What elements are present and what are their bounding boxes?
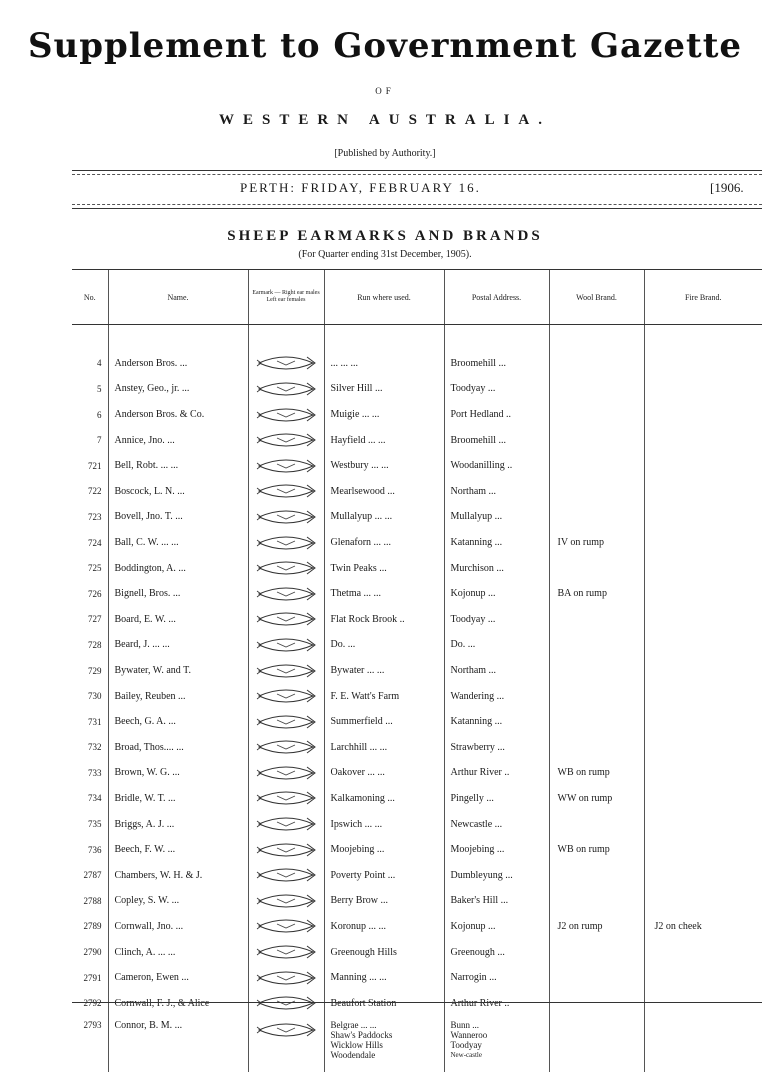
row-address: Northam ... [444,479,549,505]
row-address: Wandering ... [444,683,549,709]
row-fire-brand [644,427,762,453]
earmark-diagram-icon [255,405,317,425]
row-earmark [248,811,324,837]
row-wool-brand: J2 on rump [549,914,644,940]
row-wool-brand [549,427,644,453]
row-name: Briggs, A. J. ... [108,811,248,837]
row-run: Bywater ... ... [324,658,444,684]
table-row [72,862,762,888]
earmark-diagram-icon [255,968,317,988]
section-title: SHEEP EARMARKS AND BRANDS [227,228,543,244]
row-name: Ball, C. W. ... ... [108,530,248,556]
col-header-address: Postal Address. [444,270,549,325]
row-run: Flat Rock Brook .. [324,607,444,633]
earmark-diagram-icon [255,635,317,655]
row-run: Mullalyup ... ... [324,504,444,530]
row-wool-brand [549,658,644,684]
table-row [72,939,762,965]
row-number: 732 [88,742,102,753]
earmarks-table [72,269,762,1072]
row-earmark [248,786,324,812]
row-run: Beaufort Station [324,990,444,1016]
row-wool-brand [549,504,644,530]
row-run: ... ... ... [324,351,444,377]
row-name: Anderson Bros. & Co. [108,402,248,428]
row-run: Koronup ... ... [324,914,444,940]
row-earmark [248,939,324,965]
row-number: 730 [88,691,102,702]
row-address: Pingelly ... [444,786,549,812]
table-row [72,914,762,940]
table-row [72,811,762,837]
gazette-title: Supplement to Government Gazette [27,26,743,66]
row-run: Thetma ... ... [324,581,444,607]
table-row [72,965,762,991]
row-fire-brand [644,760,762,786]
row-number: 726 [88,588,102,599]
row-earmark [248,530,324,556]
row-address: Woodanilling .. [444,453,549,479]
row-address: Do. ... [444,632,549,658]
row-number: 724 [88,537,102,548]
section-subtitle: (For Quarter ending 31st December, 1905). [298,249,472,260]
table-row [72,760,762,786]
row-earmark [248,1016,324,1072]
table-row [72,376,762,402]
row-name: Bywater, W. and T. [108,658,248,684]
earmark-diagram-icon [255,481,317,501]
row-number: 6 [97,409,102,420]
row-fire-brand [644,1016,762,1072]
row-name: Boddington, A. ... [108,555,248,581]
row-address: Narrogin ... [444,965,549,991]
gazette-authority: [Published by Authority.] [334,148,436,159]
row-earmark [248,427,324,453]
earmark-diagram-icon [255,456,317,476]
row-earmark [248,965,324,991]
row-earmark [248,735,324,761]
row-address: Baker's Hill ... [444,888,549,914]
earmark-diagram-icon [255,840,317,860]
row-wool-brand [549,990,644,1016]
earmark-diagram-icon [255,763,317,783]
earmark-diagram-icon [255,814,317,834]
row-earmark [248,914,324,940]
table-row-last [72,1016,762,1072]
earmark-diagram-icon [255,865,317,885]
row-address: Greenough ... [444,939,549,965]
row-number: 2793 [83,1020,102,1031]
row-number: 725 [88,563,102,574]
row-run: Ipswich ... ... [324,811,444,837]
row-name: Cameron, Ewen ... [108,965,248,991]
row-address: Port Hedland .. [444,402,549,428]
row-run: F. E. Watt's Farm [324,683,444,709]
row-name: Broad, Thos.... ... [108,735,248,761]
row-number: 734 [88,793,102,804]
row-address-multi [444,1016,549,1072]
row-number: 721 [88,460,102,471]
earmark-diagram-icon [255,661,317,681]
col-header-run: Run where used. [324,270,444,325]
row-fire-brand [644,632,762,658]
masthead-rule-bottom-dashed [72,204,762,205]
table-row [72,479,762,505]
row-earmark [248,888,324,914]
row-number: 722 [88,486,102,497]
row-wool-brand [549,735,644,761]
table-row [72,351,762,377]
row-fire-brand [644,683,762,709]
row-address: Northam ... [444,658,549,684]
row-fire-brand [644,735,762,761]
earmark-diagram-icon [255,379,317,399]
row-wool-brand: WB on rump [549,760,644,786]
row-number: 731 [88,716,102,727]
table-row [72,786,762,812]
row-name: Board, E. W. ... [108,607,248,633]
table-row [72,607,762,633]
masthead-rule-top-dashed [72,174,762,175]
row-address: Kojonup ... [444,581,549,607]
row-run: Muigie ... ... [324,402,444,428]
row-address: Katanning ... [444,530,549,556]
row-wool-brand [549,632,644,658]
row-fire-brand [644,402,762,428]
row-fire-brand [644,453,762,479]
table-row [72,837,762,863]
row-earmark [248,479,324,505]
row-wool-brand [549,683,644,709]
row-number: 728 [88,639,102,650]
row-fire-brand [644,990,762,1016]
row-wool-brand [549,351,644,377]
row-earmark [248,632,324,658]
row-wool-brand [549,709,644,735]
row-fire-brand [644,504,762,530]
row-number: 2791 [83,972,102,983]
row-number: 2790 [83,947,102,958]
table-row [72,555,762,581]
row-name: Anstey, Geo., jr. ... [108,376,248,402]
row-wool-brand: IV on rump [549,530,644,556]
row-fire-brand [644,939,762,965]
row-run: Twin Peaks ... [324,555,444,581]
earmark-diagram-icon [255,1020,317,1040]
row-name: Clinch, A. ... ... [108,939,248,965]
row-run: Silver Hill ... [324,376,444,402]
row-run: Berry Brow ... [324,888,444,914]
row-name: Bell, Robt. ... ... [108,453,248,479]
row-address: Broomehill ... [444,427,549,453]
row-name: Annice, Jno. ... [108,427,248,453]
row-fire-brand [644,888,762,914]
row-wool-brand [549,376,644,402]
row-run: Manning ... ... [324,965,444,991]
row-address-line: Bunn ... [450,1020,480,1031]
earmark-diagram-icon [255,353,317,373]
row-run-line: Shaw's Paddocks [330,1030,393,1041]
row-fire-brand [644,862,762,888]
row-number: 733 [88,767,102,778]
row-earmark [248,351,324,377]
row-name: Bignell, Bros. ... [108,581,248,607]
table-row [72,581,762,607]
row-run: Summerfield ... [324,709,444,735]
row-wool-brand [549,888,644,914]
earmark-diagram-icon [255,430,317,450]
row-wool-brand: BA on rump [549,581,644,607]
row-address: Kojonup ... [444,914,549,940]
row-wool-brand [549,479,644,505]
row-fire-brand [644,837,762,863]
row-address-line: Toodyay [450,1040,482,1051]
row-run: Greenough Hills [324,939,444,965]
row-address: Arthur River .. [444,990,549,1016]
row-number: 5 [97,383,102,394]
earmark-diagram-icon [255,942,317,962]
table-row [72,990,762,1016]
row-number: 2788 [83,895,102,906]
row-address-note: New-castle [450,1051,482,1060]
row-earmark [248,658,324,684]
row-fire-brand [644,581,762,607]
row-name: Bovell, Jno. T. ... [108,504,248,530]
row-wool-brand [549,939,644,965]
gazette-of: OF [375,86,395,96]
row-earmark [248,683,324,709]
row-name: Brown, W. G. ... [108,760,248,786]
row-run: Hayfield ... ... [324,427,444,453]
earmark-diagram-icon [255,533,317,553]
row-number: 729 [88,665,102,676]
row-run: Glenaforn ... ... [324,530,444,556]
row-number: 2787 [83,870,102,881]
table-row [72,427,762,453]
row-run: Moojebing ... [324,837,444,863]
row-run: Larchhill ... ... [324,735,444,761]
earmark-diagram-icon [255,891,317,911]
row-run-line: Wicklow Hills [330,1040,383,1051]
table-row [72,709,762,735]
masthead-rule-bottom [72,208,762,209]
row-fire-brand [644,709,762,735]
row-fire-brand [644,479,762,505]
table-row [72,683,762,709]
earmark-diagram-icon [255,558,317,578]
row-run: Poverty Point ... [324,862,444,888]
row-address-line: Wanneroo [450,1030,488,1041]
row-wool-brand [549,862,644,888]
row-name: Bailey, Reuben ... [108,683,248,709]
table-row [72,888,762,914]
row-number: 723 [88,511,102,522]
row-name: Cornwall, Jno. ... [108,914,248,940]
row-number: 7 [97,435,102,446]
row-fire-brand [644,786,762,812]
row-earmark [248,555,324,581]
row-run: Kalkamoning ... [324,786,444,812]
row-fire-brand [644,530,762,556]
row-wool-brand: WB on rump [549,837,644,863]
row-address: Newcastle ... [444,811,549,837]
row-name: Boscock, L. N. ... [108,479,248,505]
table-row [72,453,762,479]
table-row [72,632,762,658]
row-name: Bridle, W. T. ... [108,786,248,812]
row-wool-brand [549,453,644,479]
gazette-state: WESTERN AUSTRALIA. [218,112,552,128]
col-header-no: No. [72,270,108,325]
row-earmark [248,862,324,888]
row-wool-brand [549,1016,644,1072]
row-number: 4 [97,358,102,369]
table-row [72,402,762,428]
row-run: Westbury ... ... [324,453,444,479]
row-address: Mullalyup ... [444,504,549,530]
row-earmark [248,402,324,428]
earmark-diagram-icon [255,686,317,706]
row-address: Dumbleyung ... [444,862,549,888]
row-address: Murchison ... [444,555,549,581]
row-earmark [248,376,324,402]
row-run: Do. ... [324,632,444,658]
table-row [72,735,762,761]
row-fire-brand [644,965,762,991]
table-row [72,504,762,530]
row-earmark [248,837,324,863]
row-number: 2792 [83,998,102,1009]
row-earmark [248,709,324,735]
table-header-row [72,270,762,325]
row-name: Copley, S. W. ... [108,888,248,914]
table-row [72,530,762,556]
row-fire-brand [644,351,762,377]
row-name: Connor, B. M. ... [108,1016,248,1072]
earmark-diagram-icon [255,712,317,732]
table-row [72,658,762,684]
row-number: 736 [88,844,102,855]
row-address: Strawberry ... [444,735,549,761]
col-header-name: Name. [108,270,248,325]
row-earmark [248,760,324,786]
row-fire-brand [644,607,762,633]
masthead-rule-top [72,170,762,171]
dateline-year: [1906. [710,180,744,195]
row-wool-brand [549,811,644,837]
row-earmark [248,504,324,530]
row-name: Anderson Bros. ... [108,351,248,377]
row-address: Arthur River .. [444,760,549,786]
row-wool-brand [549,402,644,428]
row-wool-brand [549,607,644,633]
row-run: Oakover ... ... [324,760,444,786]
row-name: Chambers, W. H. & J. [108,862,248,888]
row-earmark [248,990,324,1016]
row-run-line: Woodendale [330,1050,376,1061]
row-number: 2789 [83,921,102,932]
dateline: PERTH: FRIDAY, FEBRUARY 16. [240,180,481,195]
earmark-diagram-icon [255,737,317,757]
earmark-diagram-icon [255,609,317,629]
row-run-line: Belgrae ... ... [330,1020,377,1031]
row-name: Beech, G. A. ... [108,709,248,735]
row-wool-brand: WW on rump [549,786,644,812]
row-address: Toodyay ... [444,607,549,633]
row-earmark [248,581,324,607]
row-address: Toodyay ... [444,376,549,402]
earmark-diagram-icon [255,788,317,808]
row-fire-brand: J2 on cheek [644,914,762,940]
earmark-diagram-icon [255,916,317,936]
col-header-wool-brand: Wool Brand. [549,270,644,325]
table-bottom-rule [72,1002,762,1003]
col-header-fire-brand: Fire Brand. [644,270,762,325]
row-address: Broomehill ... [444,351,549,377]
row-number: 735 [88,819,102,830]
row-number: 727 [88,614,102,625]
row-fire-brand [644,658,762,684]
row-earmark [248,607,324,633]
row-name: Beard, J. ... ... [108,632,248,658]
row-address: Katanning ... [444,709,549,735]
row-fire-brand [644,811,762,837]
row-fire-brand [644,376,762,402]
row-wool-brand [549,965,644,991]
earmark-diagram-icon [255,507,317,527]
row-wool-brand [549,555,644,581]
row-name: Beech, F. W. ... [108,837,248,863]
row-run-multi [324,1016,444,1072]
row-address: Moojebing ... [444,837,549,863]
earmark-diagram-icon [255,993,317,1013]
earmark-diagram-icon [255,584,317,604]
row-name: Cornwall, F. J., & Alice [108,990,248,1016]
row-earmark [248,453,324,479]
row-fire-brand [644,555,762,581]
row-run: Mearlsewood ... [324,479,444,505]
col-header-earmark: Earmark — Right ear males Left ear females [248,270,324,325]
